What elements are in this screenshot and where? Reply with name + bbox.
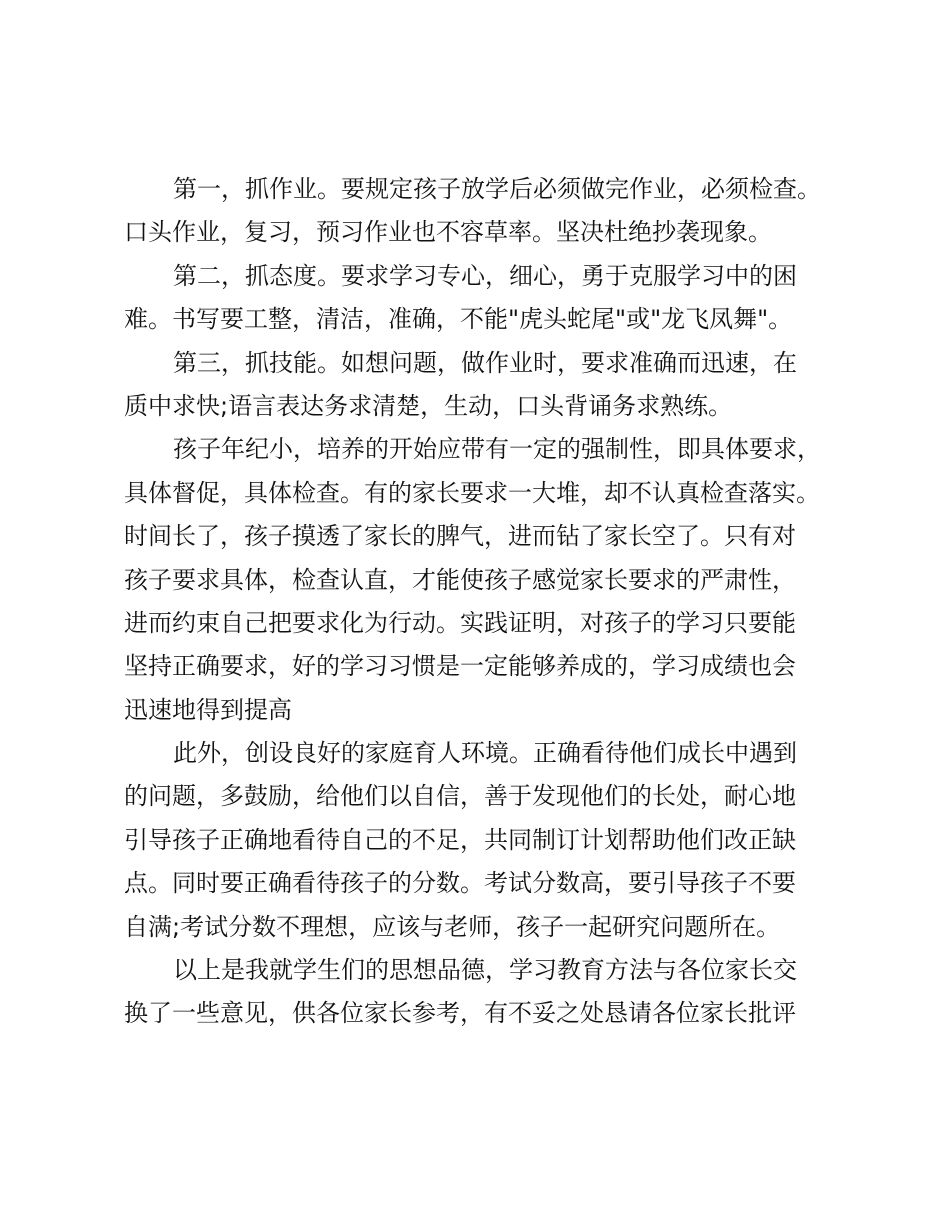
paragraph-attitude xyxy=(124,255,864,342)
text-line: 难。书写要工整，清洁，准确，不能"虎头蛇尾"或"龙飞凤舞"。 xyxy=(124,305,793,334)
text-line: 孩子年纪小，培养的开始应带有一定的强制性，即具体要求， xyxy=(173,435,821,464)
text-line: 质中求快;语言表达务求清楚，生动，口头背诵务求熟练。 xyxy=(124,391,733,420)
paragraph-homework xyxy=(124,168,864,255)
text-line: 坚持正确要求，好的学习习惯是一定能够养成的，学习成绩也会 xyxy=(124,652,796,681)
paragraph-closing xyxy=(124,949,864,1036)
text-line: 自满;考试分数不理想，应该与老师，孩子一起研究问题所在。 xyxy=(124,912,781,941)
text-line: 此外，创设良好的家庭育人环境。正确看待他们成长中遇到 xyxy=(173,739,797,768)
text-line: 点。同时要正确看待孩子的分数。考试分数高，要引导孩子不要 xyxy=(124,869,796,898)
text-line: 的问题，多鼓励，给他们以自信，善于发现他们的长处，耐心地 xyxy=(124,782,796,811)
document-body xyxy=(124,168,864,1036)
text-line: 第二，抓态度。要求学习专心，细心，勇于克服学习中的困 xyxy=(173,261,797,290)
text-line: 迅速地得到提高 xyxy=(124,695,292,724)
paragraph-environment xyxy=(124,732,864,949)
text-line: 第一，抓作业。要规定孩子放学后必须做完作业，必须检查。 xyxy=(173,175,821,203)
text-line: 具体督促，具体检查。有的家长要求一大堆，却不认真检查落实。 xyxy=(124,478,820,507)
text-line: 第三，抓技能。如想问题，做作业时，要求准确而迅速，在 xyxy=(173,348,797,377)
paragraph-requirements xyxy=(124,428,864,732)
text-line: 进而约束自己把要求化为行动。实践证明，对孩子的学习只要能 xyxy=(124,608,796,637)
text-line: 换了一些意见，供各位家长参考，有不妥之处恳请各位家长批评 xyxy=(124,999,796,1028)
text-line: 以上是我就学生们的思想品德，学习教育方法与各位家长交 xyxy=(173,956,797,985)
text-line: 时间长了，孩子摸透了家长的脾气，进而钻了家长空了。只有对 xyxy=(124,522,796,551)
text-line: 引导孩子正确地看待自己的不足，共同制订计划帮助他们改正缺 xyxy=(124,825,796,854)
text-line: 口头作业，复习，预习作业也不容草率。坚决杜绝抄袭现象。 xyxy=(124,218,772,247)
text-line: 孩子要求具体，检查认直，才能使孩子感觉家长要求的严肃性， xyxy=(124,565,796,594)
paragraph-skills xyxy=(124,342,864,429)
